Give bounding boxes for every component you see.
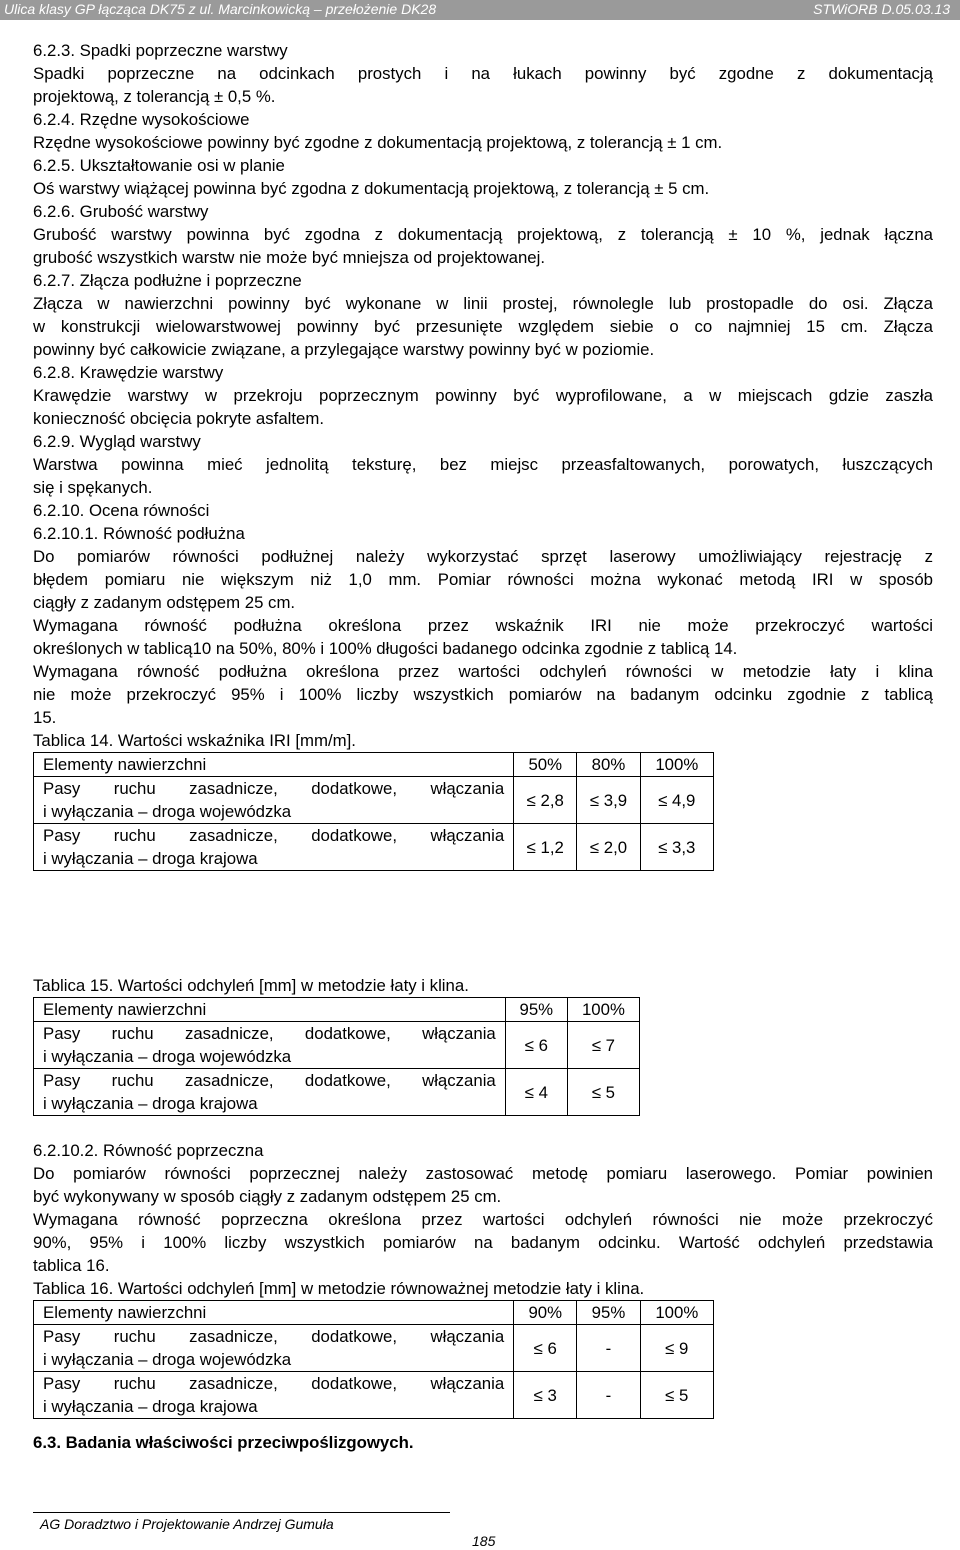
table-header-cell: 95%	[505, 998, 567, 1022]
paragraph-line: Rzędne wysokościowe powinny być zgodne z dokumentacją projektową, z tolerancją ± 1 cm.	[33, 133, 723, 152]
paragraph-line: Wymagana równość poprzeczna określona przez wartości odchyleń równości nie może przekroczyć	[33, 1210, 933, 1229]
section-heading: 6.2.10.2. Równość poprzeczna	[33, 1141, 264, 1160]
table-row-label: Pasy ruchu zasadnicze, dodatkowe, włączania i wyłączania – droga krajowa	[34, 1069, 506, 1116]
paragraph-line: Krawędzie warstwy w przekroju poprzecznym powinny być wyprofilowane, a w miejscach gdzie zaszła	[33, 386, 933, 405]
section-heading: 6.2.3. Spadki poprzeczne warstwy	[33, 41, 288, 60]
table-14-iri	[33, 752, 714, 871]
section-heading: 6.2.4. Rzędne wysokościowe	[33, 110, 250, 129]
table-cell: ≤ 3	[514, 1372, 577, 1419]
header-title: Ulica klasy GP łącząca DK75 z ul. Marcinkowicką – przełożenie DK28	[4, 1, 437, 17]
table-row	[34, 1325, 714, 1372]
table-row	[34, 777, 714, 824]
paragraph-line: 15.	[33, 708, 57, 727]
section-heading: 6.2.6. Grubość warstwy	[33, 202, 209, 221]
table-header-cell: 95%	[577, 1301, 640, 1325]
paragraph-line: się i spękanych.	[33, 478, 153, 497]
section-heading: 6.2.5. Ukształtowanie osi w planie	[33, 156, 285, 175]
table-caption: Tablica 16. Wartości odchyleń [mm] w metodzie równoważnej metodzie łaty i klina.	[33, 1279, 645, 1298]
paragraph-line: Wymagana równość podłużna określona przez wartości odchyleń równości w metodzie łaty i klina	[33, 662, 933, 681]
table-header-cell: 100%	[640, 753, 713, 777]
paragraph-line: projektową, z tolerancją ± 0,5 %.	[33, 87, 276, 106]
footer-company: AG Doradztwo i Projektowanie Andrzej Gumuła	[40, 1516, 334, 1532]
paragraph-line: Do pomiarów równości podłużnej należy wykorzystać sprzęt laserowy umożliwiający rejestrację z	[33, 547, 933, 566]
table-row-label: Pasy ruchu zasadnicze, dodatkowe, włączania i wyłączania – droga krajowa	[34, 824, 514, 871]
table-caption: Tablica 14. Wartości wskaźnika IRI [mm/m].	[33, 731, 356, 750]
paragraph-line: powinny być całkowicie związane, a przylegające warstwy powinny być w poziomie.	[33, 340, 655, 359]
table-cell: ≤ 5	[640, 1372, 713, 1419]
table-header-cell: Elementy nawierzchni	[34, 1301, 514, 1325]
table-row	[34, 1022, 640, 1069]
paragraph-line: Do pomiarów równości poprzecznej należy zastosować metodę pomiaru laserowego. Pomiar powinien	[33, 1164, 933, 1183]
table-cell: ≤ 2,8	[514, 777, 577, 824]
table-cell: ≤ 3,9	[577, 777, 640, 824]
document-body	[33, 39, 933, 1454]
table-row	[34, 1372, 714, 1419]
table-cell: ≤ 4,9	[640, 777, 713, 824]
table-header-cell: 100%	[567, 998, 639, 1022]
table-header-cell: 100%	[640, 1301, 713, 1325]
table-caption: Tablica 15. Wartości odchyleń [mm] w metodzie łaty i klina.	[33, 976, 469, 995]
paragraph-line: Grubość warstwy powinna być zgodna z dokumentacją projektową, z tolerancją ± 10 %, jednak łączna	[33, 225, 933, 244]
paragraph-line: Złącza w nawierzchni powinny być wykonane w linii prostej, równolegle lub prostopadle do osi. Złącza	[33, 294, 933, 313]
table-15-lath-wedge	[33, 997, 640, 1116]
table-row	[34, 1069, 640, 1116]
paragraph-line: grubość wszystkich warstw nie może być mniejsza od projektowanej.	[33, 248, 546, 267]
table-row-label: Pasy ruchu zasadnicze, dodatkowe, włączania i wyłączania – droga wojewódzka	[34, 1022, 506, 1069]
table-cell: ≤ 6	[514, 1325, 577, 1372]
table-cell: ≤ 2,0	[577, 824, 640, 871]
table-header-cell: 50%	[514, 753, 577, 777]
vertical-gap	[33, 871, 933, 974]
footer-divider	[33, 1512, 450, 1513]
table-header-cell: Elementy nawierzchni	[34, 998, 506, 1022]
section-heading: 6.2.7. Złącza podłużne i poprzeczne	[33, 271, 302, 290]
paragraph-line: Spadki poprzeczne na odcinkach prostych i na łukach powinny być zgodne z dokumentacją	[33, 64, 933, 83]
vertical-gap	[33, 1116, 933, 1139]
table-16-equivalent-method	[33, 1300, 714, 1419]
section-heading-bold: 6.3. Badania właściwości przeciwpoślizgowych.	[33, 1433, 414, 1452]
table-cell: ≤ 9	[640, 1325, 713, 1372]
table-row-label: Pasy ruchu zasadnicze, dodatkowe, włączania i wyłączania – droga wojewódzka	[34, 777, 514, 824]
table-cell: ≤ 3,3	[640, 824, 713, 871]
vertical-gap	[33, 1419, 933, 1431]
table-cell: ≤ 1,2	[514, 824, 577, 871]
table-cell: -	[577, 1325, 640, 1372]
paragraph-line: tablica 16.	[33, 1256, 110, 1275]
table-header-cell: 80%	[577, 753, 640, 777]
paragraph-line: nie może przekroczyć 95% i 100% liczby wszystkich pomiarów na badanym odcinku zgodnie z tablicą	[33, 685, 933, 704]
section-heading: 6.2.10.1. Równość podłużna	[33, 524, 245, 543]
paragraph-line: Wymagana równość podłużna określona przez wskaźnik IRI nie może przekroczyć wartości	[33, 616, 933, 635]
table-cell: ≤ 5	[567, 1069, 639, 1116]
paragraph-line: ciągły z zadanym odstępem 25 cm.	[33, 593, 296, 612]
paragraph-line: Oś warstwy wiążącej powinna być zgodna z dokumentacją projektową, z tolerancją ± 5 cm.	[33, 179, 710, 198]
section-heading: 6.2.9. Wygląd warstwy	[33, 432, 201, 451]
page-header	[0, 0, 960, 20]
table-cell: ≤ 7	[567, 1022, 639, 1069]
table-row	[34, 824, 714, 871]
paragraph-line: określonych w tablicą10 na 50%, 80% i 100% długości badanego odcinka zgodnie z tablicą 14.	[33, 639, 738, 658]
table-header-cell: Elementy nawierzchni	[34, 753, 514, 777]
paragraph-line: w konstrukcji wielowarstwowej powinny być przesunięte względem siebie o co najmniej 15 cm. Złącza	[33, 317, 933, 336]
table-header-row	[34, 753, 714, 777]
table-header-cell: 90%	[514, 1301, 577, 1325]
paragraph-line: błędem pomiaru nie większym niż 1,0 mm. Pomiar równości można wykonać metodą IRI w sposób	[33, 570, 933, 589]
header-spec-code: STWiORB D.05.03.13	[813, 1, 950, 17]
table-header-row	[34, 1301, 714, 1325]
table-header-row	[34, 998, 640, 1022]
paragraph-line: konieczność obcięcia pokryte asfaltem.	[33, 409, 325, 428]
table-cell: ≤ 6	[505, 1022, 567, 1069]
table-cell: -	[577, 1372, 640, 1419]
section-heading: 6.2.8. Krawędzie warstwy	[33, 363, 224, 382]
paragraph-line: 90%, 95% i 100% liczby wszystkich pomiarów na badanym odcinku. Wartość odchyleń przedstawia	[33, 1233, 933, 1252]
table-cell: ≤ 4	[505, 1069, 567, 1116]
paragraph-line: Warstwa powinna mieć jednolitą teksturę, bez miejsc przeasfaltowanych, porowatych, łuszczących	[33, 455, 933, 474]
page-number: 185	[472, 1533, 496, 1549]
section-heading: 6.2.10. Ocena równości	[33, 501, 210, 520]
table-row-label: Pasy ruchu zasadnicze, dodatkowe, włączania i wyłączania – droga wojewódzka	[34, 1325, 514, 1372]
table-row-label: Pasy ruchu zasadnicze, dodatkowe, włączania i wyłączania – droga krajowa	[34, 1372, 514, 1419]
paragraph-line: być wykonywany w sposób ciągły z zadanym odstępem 25 cm.	[33, 1187, 502, 1206]
